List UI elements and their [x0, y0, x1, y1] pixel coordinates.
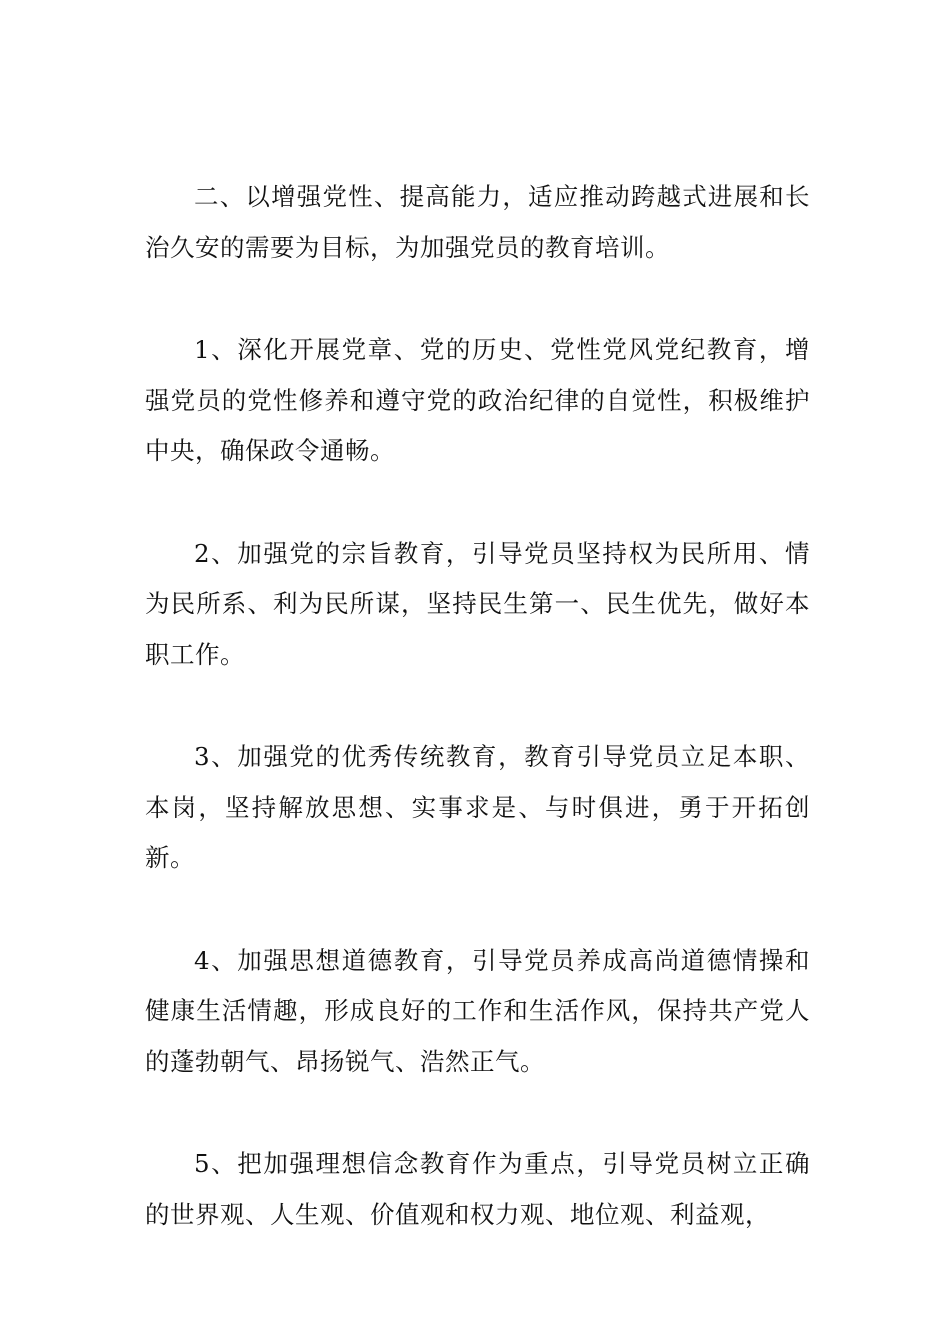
paragraph-item-4: 4、加强思想道德教育，引导党员养成高尚道德情操和健康生活情趣，形成良好的工作和生活作风，保持共产党人的蓬勃朝气、昂扬锐气、浩然正气。 — [145, 945, 810, 1076]
paragraph-item-5: 5、把加强理想信念教育作为重点，引导党员树立正确的世界观、人生观、价值观和权力观、地位观、利益观， — [145, 1149, 810, 1229]
paragraph-item-1: 1、深化开展党章、党的历史、党性党风党纪教育，增强党员的党性修养和遵守党的政治纪律的自觉性，积极维护中央，确保政令通畅。 — [145, 335, 810, 465]
paragraph-section-heading: 二、以增强党性、提高能力，适应推动跨越式进展和长治久安的需要为目标，为加强党员的教育培训。 — [145, 182, 810, 262]
paragraph-item-2: 2、加强党的宗旨教育，引导党员坚持权为民所用、情为民所系、利为民所谋，坚持民生第一、民生优先，做好本职工作。 — [145, 538, 810, 669]
paragraph-item-3: 3、加强党的优秀传统教育，教育引导党员立足本职、本岗，坚持解放思想、实事求是、与时俱进，勇于开拓创新。 — [145, 742, 810, 872]
